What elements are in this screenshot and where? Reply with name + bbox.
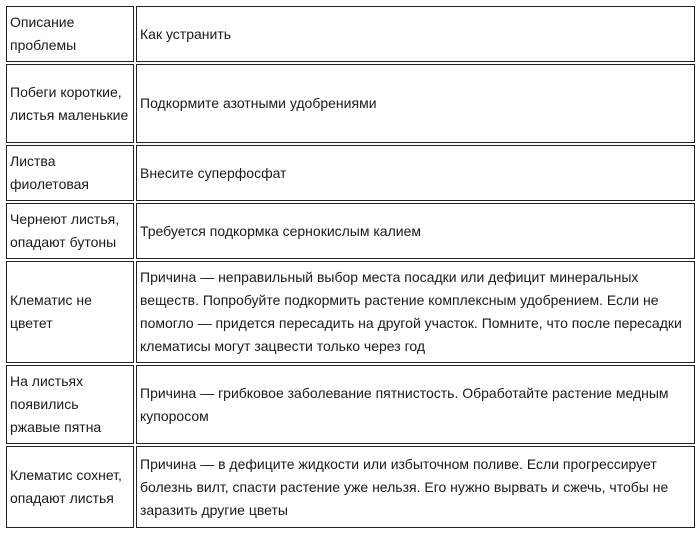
problem-cell: Клематис не цветет	[6, 261, 134, 363]
table-row	[6, 261, 695, 363]
problem-cell: Клематис сохнет, опадают листья	[6, 446, 134, 528]
table-row	[6, 64, 695, 143]
table-row	[6, 145, 695, 201]
header-fix-cell: Как устранить	[136, 6, 695, 62]
table-row	[6, 365, 695, 444]
header-problem-cell: Описание проблемы	[6, 6, 134, 62]
fix-cell: Требуется подкормка сернокислым калием	[136, 203, 695, 259]
fix-cell: Причина — грибковое заболевание пятнистость. Обработайте растение медным купоросом	[136, 365, 695, 444]
problem-cell: На листьях появились ржавые пятна	[6, 365, 134, 444]
table-row	[6, 446, 695, 528]
problem-cell: Чернеют листья, опадают бутоны	[6, 203, 134, 259]
clematis-problems-table	[4, 4, 697, 530]
fix-cell: Подкормите азотными удобрениями	[136, 64, 695, 143]
problem-cell: Листва фиолетовая	[6, 145, 134, 201]
problem-cell: Побеги короткие, листья маленькие	[6, 64, 134, 143]
table-header-row	[6, 6, 695, 62]
fix-cell: Причина — в дефиците жидкости или избыточном поливе. Если прогрессирует болезнь вилт, спасти растение уже нельзя. Его нужно вырвать и сжечь, чтобы не заразить другие цветы	[136, 446, 695, 528]
fix-cell: Внесите суперфосфат	[136, 145, 695, 201]
table-row	[6, 203, 695, 259]
fix-cell: Причина — неправильный выбор места посадки или дефицит минеральных веществ. Попробуйте подкормить растение комплексным удобрением. Если не помогло — придется пересадить на другой участок. Помните, что после пересадки клематисы могут зацвести только через год	[136, 261, 695, 363]
